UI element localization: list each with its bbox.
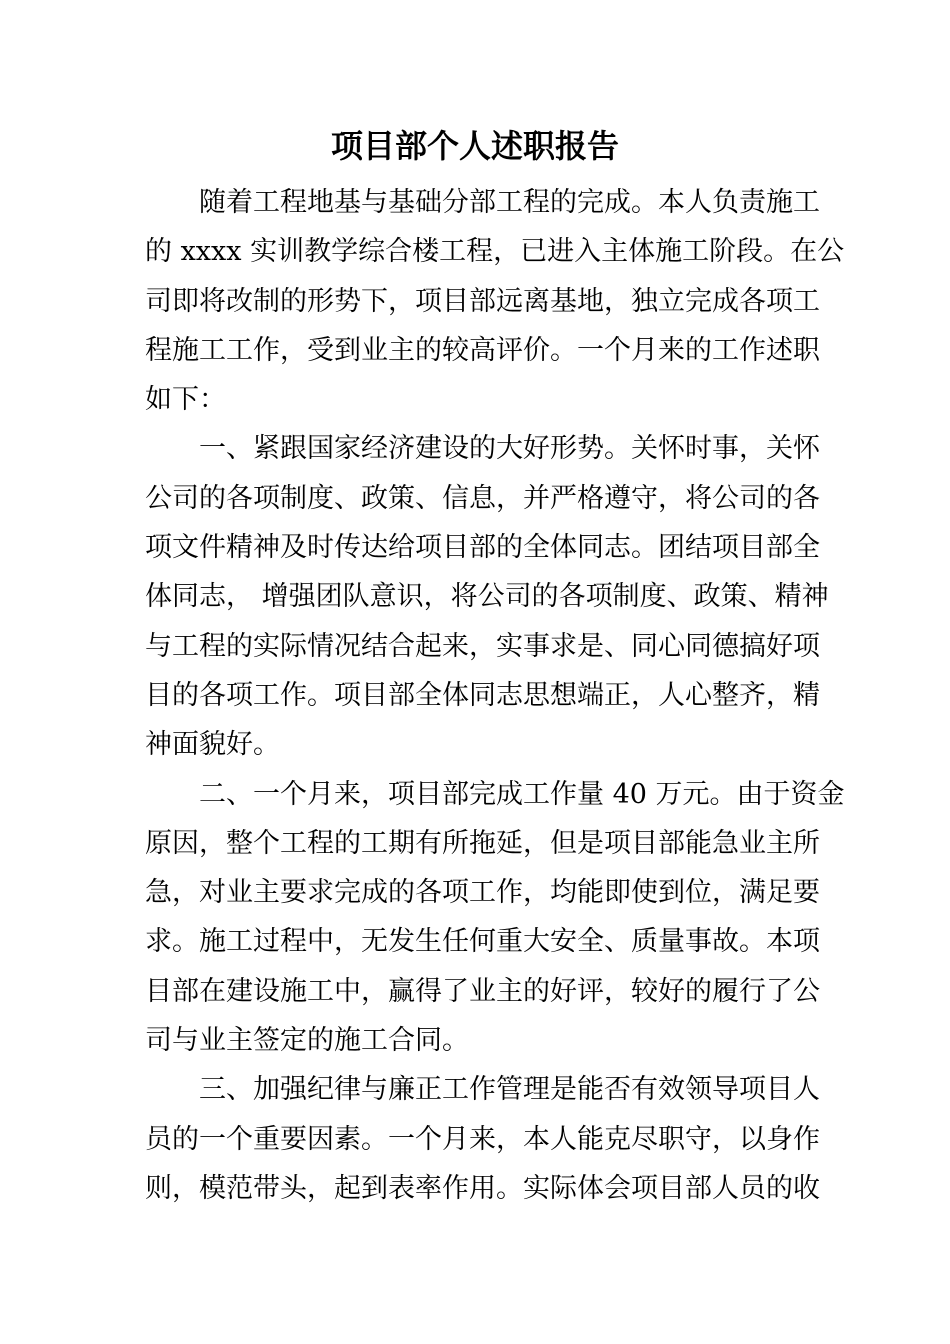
body-line: 求。施工过程中，无发生任何重大安全、质量事故。本项: [145, 926, 820, 958]
body-line: 司即将改制的形势下，项目部远离基地，独立完成各项工: [145, 285, 820, 317]
body-line: 体同志， 增强团队意识，将公司的各项制度、政策、精神: [145, 581, 829, 613]
body-line: 项文件精神及时传达给项目部的全体同志。团结项目部全: [145, 532, 820, 564]
document-body: [145, 178, 845, 1213]
body-line: 一、紧跟国家经济建设的大好形势。关怀时事，关怀: [199, 433, 820, 465]
body-line: 神面貌好。: [145, 729, 280, 761]
body-line: 公司的各项制度、政策、信息，并严格遵守，将公司的各: [145, 482, 820, 514]
body-line: 随着工程地基与基础分部工程的完成。本人负责施工: [199, 187, 820, 218]
body-line: 员的一个重要因素。一个月来，本人能克尽职守，以身作: [145, 1123, 820, 1155]
document-title: 项目部个人述职报告: [330, 127, 619, 165]
body-line: 如下：: [145, 384, 226, 416]
body-line: 程施工工作，受到业主的较高评价。一个月来的工作述职: [145, 334, 820, 366]
body-line: 与工程的实际情况结合起来，实事求是、同心同德搞好项: [145, 630, 820, 662]
body-line: 急，对业主要求完成的各项工作，均能即使到位，满足要: [145, 877, 820, 909]
body-line: 目的各项工作。项目部全体同志思想端正，人心整齐，精: [145, 679, 820, 711]
body-line: 原因，整个工程的工期有所拖延，但是项目部能急业主所: [145, 827, 820, 859]
body-line: 则，模范带头，起到表率作用。实际体会项目部人员的收: [145, 1172, 820, 1204]
body-line: 二、一个月来，项目部完成工作量 40 万元。由于资金: [199, 778, 845, 810]
body-line: 三、加强纪律与廉正工作管理是能否有效领导项目人: [199, 1074, 820, 1106]
body-line: 目部在建设施工中，赢得了业主的好评，较好的履行了公: [145, 975, 820, 1007]
body-line: 司与业主签定的施工合同。: [145, 1025, 469, 1057]
body-line: 的 xxxx 实训教学综合楼工程，已进入主体施工阶段。在公: [145, 236, 845, 268]
